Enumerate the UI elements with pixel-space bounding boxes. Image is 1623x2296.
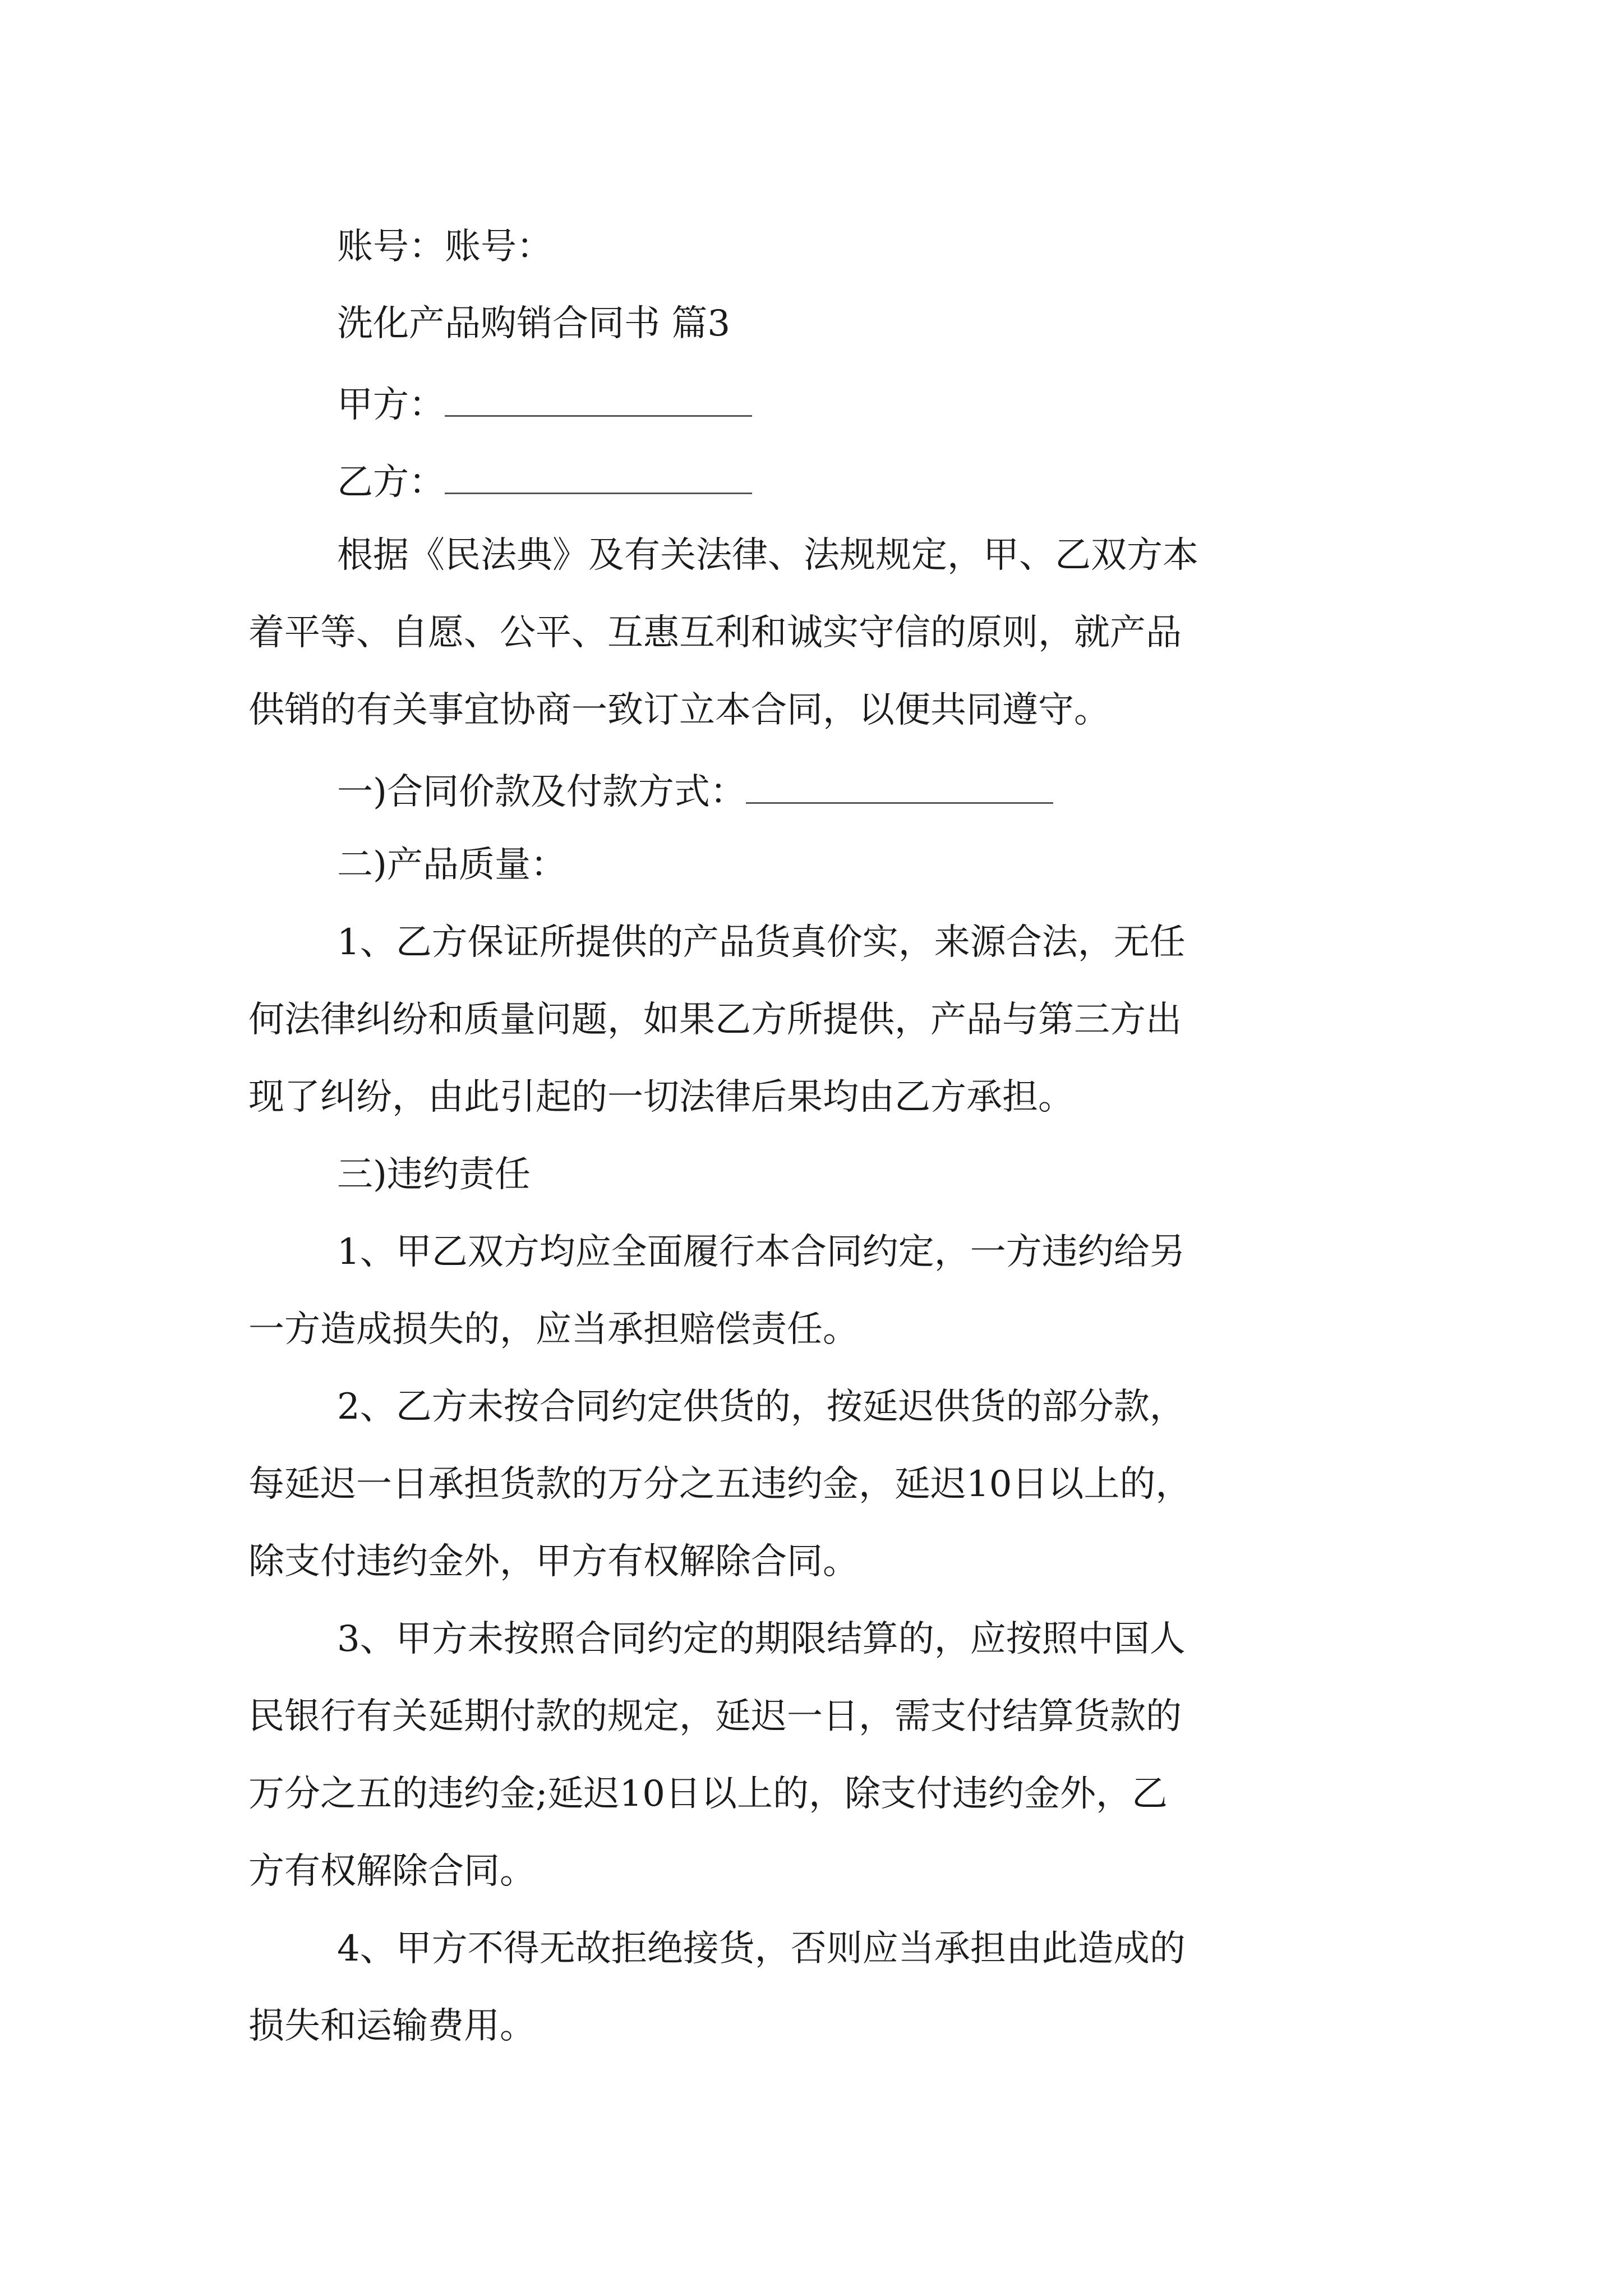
clause1-heading: 一)合同价款及付款方式： [337,771,746,813]
party-b-label: 乙方： [337,462,445,503]
clause3-item4-line-1: 4、甲方不得无故拒绝接货，否则应当承担由此造成的 [337,1928,1186,1970]
party-b-blank [445,460,752,494]
clause3-item4-line-2: 损失和运输费用。 [248,2005,536,2047]
clause3-item3-line-1: 3、甲方未按照合同约定的期限结算的，应按照中国人 [337,1618,1186,1660]
clause3-item2-line-1: 2、乙方未按合同约定供货的，按延迟供货的部分款， [337,1386,1186,1428]
clause1-blank [746,770,1053,804]
clause2-item1-line-2: 何法律纠纷和质量问题，如果乙方所提供，产品与第三方出 [248,999,1182,1041]
intro-line-3: 供销的有关事宜协商一致订立本合同，以便共同遵守。 [248,689,1110,731]
clause3-item3-line-3: 万分之五的违约金;延迟10日以上的，除支付违约金外，乙 [248,1773,1168,1815]
party-b-row [337,460,752,503]
party-a-blank [445,383,752,417]
clause3-item1-line-1: 1、甲乙双方均应全面履行本合同约定，一方违约给另 [337,1231,1186,1273]
intro-line-2: 着平等、自愿、公平、互惠互利和诚实守信的原则，就产品 [248,612,1182,654]
party-a-label: 甲方： [337,384,445,426]
clause2-heading: 二)产品质量： [337,844,566,886]
clause3-item2-line-2: 每延迟一日承担货款的万分之五违约金，延迟10日以上的， [248,1464,1192,1505]
clause3-item3-line-4: 方有权解除合同。 [248,1851,536,1892]
clause3-item3-line-2: 民银行有关延期付款的规定，延迟一日，需支付结算货款的 [248,1696,1182,1737]
account-line: 账号：账号： [337,226,552,268]
clause1-row [337,770,1053,813]
section-title: 洗化产品购销合同书 篇3 [337,303,731,344]
clause3-item2-line-3: 除支付违约金外，甲方有权解除合同。 [248,1541,859,1582]
party-a-row [337,383,752,426]
intro-line-1: 根据《民法典》及有关法律、法规规定，甲、乙双方本 [337,535,1198,576]
clause2-item1-line-1: 1、乙方保证所提供的产品货真价实，来源合法，无任 [337,922,1186,963]
clause2-item1-line-3: 现了纠纷，由此引起的一切法律后果均由乙方承担。 [248,1076,1074,1118]
clause3-heading: 三)违约责任 [337,1154,531,1195]
clause3-item1-line-2: 一方造成损失的，应当承担赔偿责任。 [248,1309,859,1350]
